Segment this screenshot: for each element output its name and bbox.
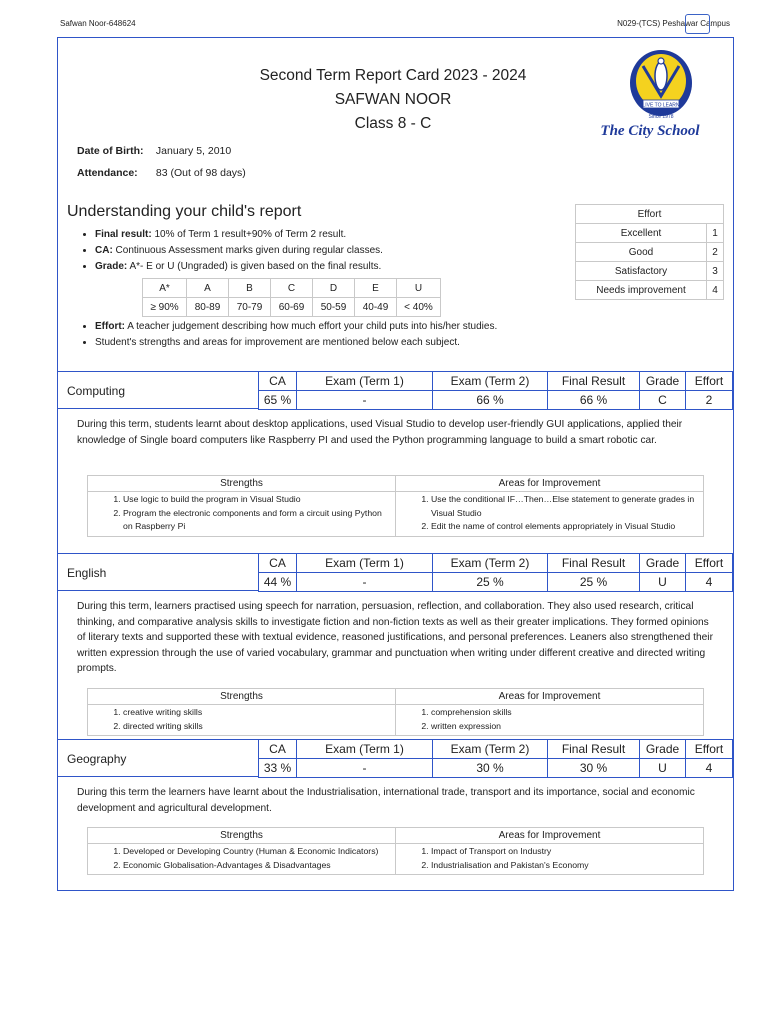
grade-range: 70-79 — [229, 298, 271, 317]
list-item: 2. Industrialisation and Pakistan's Economy — [431, 859, 697, 873]
strengths-table — [87, 475, 704, 537]
effort-legend-row: Excellent 1 — [576, 224, 724, 243]
grade-head: B — [229, 279, 271, 298]
subject-name: Computing — [57, 371, 258, 409]
attendance-value: 83 (Out of 98 days) — [155, 167, 246, 179]
improve-list — [396, 844, 703, 874]
effort-legend-title: Effort — [576, 205, 724, 224]
logo-motto: LIVE TO LEARN — [642, 102, 680, 109]
improve-head: Areas for Improvement — [396, 476, 704, 492]
dob-row — [77, 145, 231, 157]
grade-range: < 40% — [397, 298, 441, 317]
dob-value: January 5, 2010 — [155, 145, 232, 157]
subject-description: During this term, students learnt about desktop applications, used Visual Studio to develop user-friendly GUI applications, applied their knowledge of Single board computers like Raspberry PI and used the Python programming language to build a smart robotic car. — [77, 419, 683, 446]
effort-legend-table — [575, 204, 724, 300]
list-item: 1. comprehension skills — [431, 706, 697, 720]
strengths-head: Strengths — [88, 476, 396, 492]
grade-scale-ranges — [143, 298, 441, 317]
guide-list — [68, 227, 428, 275]
scores-values: 65 % - 66 % 66 % C 2 — [259, 391, 733, 410]
scores-header: CA Exam (Term 1) Exam (Term 2) Final Result Grade Effort — [259, 554, 733, 573]
guide-item-strengths: • Student's strengths and areas for improvement are mentioned below each subject. — [95, 335, 548, 351]
scores-table — [258, 739, 733, 778]
page-header-bar — [60, 19, 730, 31]
grade-scale-heads — [143, 279, 441, 298]
scores-table — [258, 371, 733, 410]
subject-name: English — [57, 553, 258, 591]
strengths-head: Strengths — [88, 689, 396, 705]
list-item: 2. directed writing skills — [123, 720, 389, 734]
improve-list — [396, 492, 703, 536]
strengths-list — [88, 492, 395, 536]
school-crest-icon — [613, 46, 709, 126]
strengths-table — [87, 688, 704, 736]
grade-range: 40-49 — [355, 298, 397, 317]
subject-description: During this term the learners have learnt about the Industrialisation, international trade, transport and its importance, social and economic development and agricultural development. — [77, 787, 695, 814]
guide-item-grade: • Grade: A*- E or U (Ungraded) is given based on the final results. — [95, 259, 428, 275]
improve-list — [396, 705, 703, 735]
subject-geography — [57, 739, 734, 870]
school-name-logo: The City School — [600, 123, 700, 139]
dob-label: Date of Birth: — [77, 145, 144, 157]
grade-head: C — [271, 279, 313, 298]
grade-range: ≥ 90% — [143, 298, 187, 317]
list-item: 2. Economic Globalisation-Advantages & Disadvantages — [123, 859, 389, 873]
grade-head: D — [313, 279, 355, 298]
scores-header: CA Exam (Term 1) Exam (Term 2) Final Result Grade Effort — [259, 740, 733, 759]
list-item: 2. Edit the name of control elements appropriately in Visual Studio — [431, 520, 697, 534]
subject-english — [57, 553, 734, 731]
grade-head: A* — [143, 279, 187, 298]
list-item: 1. Developed or Developing Country (Human & Economic Indicators) — [123, 845, 389, 859]
effort-legend-row: Needs improvement 4 — [576, 281, 724, 300]
list-item: 1. Use logic to build the program in Visual Studio — [123, 493, 389, 507]
report-title: Second Term Report Card 2023 - 2024 — [259, 67, 527, 84]
campus-label: N029-(TCS) Peshawar Campus — [617, 19, 730, 28]
guide-heading: Understanding your child's report — [67, 203, 302, 220]
grade-range: 60-69 — [271, 298, 313, 317]
grade-head: U — [397, 279, 441, 298]
scores-values: 33 % - 30 % 30 % U 4 — [259, 759, 733, 778]
scores-table — [258, 553, 733, 592]
attendance-row — [77, 167, 246, 179]
subject-description: During this term, learners practised using speech for narration, persuasion, reflection, and collaboration. They also used research, critical thinking, and comparative analysis skills to investigate fiction and non-fiction texts as well as their greater implications. They formed opinions of literary texts and supported these with textual evidence, reasoned justifications, and personal preferences. Leaners also strengthened their written expression through the use of varied vocabulary, grammar and punctuation when writing under different creative and directed writing prompts. — [77, 601, 713, 674]
guide-item-effort: • Effort: A teacher judgement describing how much effort your child puts into his/her studies. — [95, 319, 548, 335]
strengths-list — [88, 844, 395, 874]
strengths-list — [88, 705, 395, 735]
report-card — [57, 37, 734, 891]
selection-highlight — [685, 14, 710, 34]
logo-since: Since 1978 — [648, 114, 674, 120]
student-name: SAFWAN NOOR — [334, 91, 452, 108]
list-item: 1. Impact of Transport on Industry — [431, 845, 697, 859]
improve-head: Areas for Improvement — [396, 828, 704, 844]
report-header — [198, 64, 588, 136]
guide-item-ca: • CA: Continuous Assessment marks given during regular classes. — [95, 243, 428, 259]
strengths-head: Strengths — [88, 828, 396, 844]
subject-computing — [57, 371, 734, 531]
class-name: Class 8 - C — [354, 115, 432, 132]
effort-legend-row: Good 2 — [576, 243, 724, 262]
student-id-label: Safwan Noor-648624 — [60, 19, 136, 28]
scores-values: 44 % - 25 % 25 % U 4 — [259, 573, 733, 592]
list-item: 1. creative writing skills — [123, 706, 389, 720]
strengths-table — [87, 827, 704, 875]
attendance-label: Attendance: — [77, 167, 138, 179]
scores-header: CA Exam (Term 1) Exam (Term 2) Final Result Grade Effort — [259, 372, 733, 391]
effort-legend-row: Satisfactory 3 — [576, 262, 724, 281]
grade-scale-table — [142, 278, 441, 317]
guide-list-2 — [68, 319, 548, 351]
grade-head: A — [187, 279, 229, 298]
guide-item-final: • Final result: 10% of Term 1 result+90% of Term 2 result. — [95, 227, 428, 243]
grade-head: E — [355, 279, 397, 298]
list-item: 1. Use the conditional IF…Then…Else statement to generate grades in Visual Studio — [431, 493, 697, 520]
grade-range: 80-89 — [187, 298, 229, 317]
subject-name: Geography — [57, 739, 258, 777]
list-item: 2. Program the electronic components and form a circuit using Python on Raspberry Pi — [123, 507, 389, 534]
improve-head: Areas for Improvement — [396, 689, 704, 705]
grade-range: 50-59 — [313, 298, 355, 317]
list-item: 2. written expression — [431, 720, 697, 734]
